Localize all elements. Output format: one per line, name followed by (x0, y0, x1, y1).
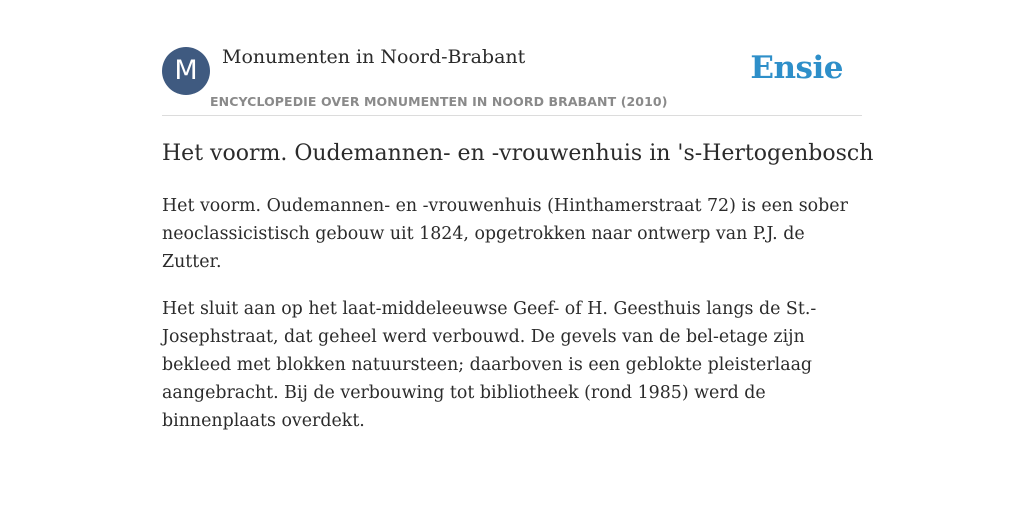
source-title-link[interactable]: Monumenten in Noord-Brabant (222, 46, 526, 68)
source-subtitle: ENCYCLOPEDIE OVER MONUMENTEN IN NOORD BRABANT (2010) (210, 94, 668, 109)
article-title: Het voorm. Oudemannen- en -vrouwenhuis in 's-Hertogenbosch (162, 141, 874, 166)
source-header (162, 44, 862, 116)
article-paragraph: Het sluit aan op het laat-middeleeuwse Geef- of H. Geesthuis langs de St.-Josephstraat, dat geheel werd verbouwd. De gevels van de bel-etage zijn bekleed met blokken natuursteen; daarboven is een geblokte pleisterlaag aangebracht. Bij de verbouwing tot bibliotheek (rond 1985) werd de binnenplaats overdekt. (162, 299, 817, 431)
ensie-logo[interactable]: Ensie (750, 50, 843, 86)
article-paragraph: Het voorm. Oudemannen- en -vrouwenhuis (Hinthamerstraat 72) is een sober neoclassicistisch gebouw uit 1824, opgetrokken naar ontwerp van P.J. de Zutter. (162, 196, 848, 272)
article (162, 138, 874, 435)
source-avatar[interactable]: M (162, 47, 210, 95)
